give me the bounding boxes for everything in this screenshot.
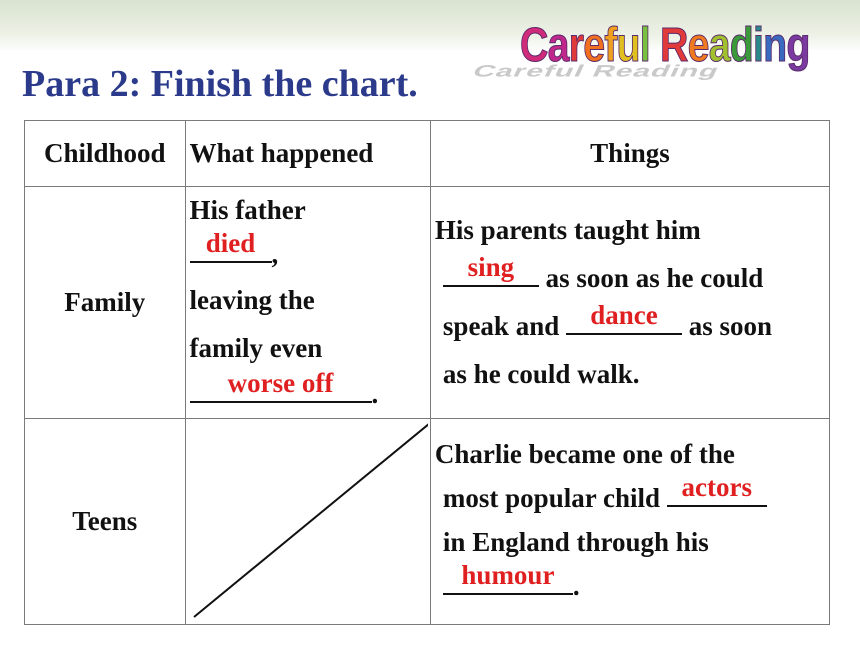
family-happened-line1: His father xyxy=(189,195,306,225)
banner-letter: n xyxy=(763,19,787,72)
blank-actors xyxy=(667,472,767,507)
comma: , xyxy=(271,239,279,269)
banner-letter: l xyxy=(639,19,650,72)
things-text: as soon xyxy=(681,311,773,341)
teens-things-line1: Charlie became one of the xyxy=(434,439,735,469)
blank-died xyxy=(190,228,272,263)
banner-letter: e xyxy=(583,19,605,72)
banner-letter: u xyxy=(616,19,640,72)
things-text: as soon as he could xyxy=(538,263,764,293)
chart-table xyxy=(24,120,830,625)
table-row-teens xyxy=(25,419,830,625)
things-text: most popular child xyxy=(442,483,667,513)
period: . xyxy=(371,379,379,409)
table-row-family xyxy=(25,187,830,419)
family-things-line4: as he could walk. xyxy=(442,359,640,389)
banner-letter: R xyxy=(660,19,688,72)
family-what-happened-cell xyxy=(185,187,430,419)
banner-letter: d xyxy=(729,19,754,72)
teens-things-line4 xyxy=(443,560,580,602)
row-label-teens: Teens xyxy=(25,419,186,625)
page-title: Para 2: Finish the chart. xyxy=(22,63,418,105)
answer-sing: sing xyxy=(467,252,515,282)
teens-what-happened-cell xyxy=(185,419,430,625)
answer-actors: actors xyxy=(681,472,752,502)
banner-letter: e xyxy=(687,19,709,72)
banner-letter xyxy=(650,18,660,73)
banner-letter: i xyxy=(753,19,764,72)
diagonal-strike-line xyxy=(186,419,428,625)
banner-letter: f xyxy=(604,19,617,72)
family-happened-line3: leaving the xyxy=(189,285,315,315)
blank-humour xyxy=(443,560,573,595)
teens-things-cell xyxy=(430,419,829,625)
teens-things-line2 xyxy=(442,472,767,514)
answer-dance: dance xyxy=(590,300,658,330)
banner-letter: a xyxy=(547,19,569,72)
header-things: Things xyxy=(430,121,829,187)
family-happened-line2 xyxy=(190,228,279,270)
family-things-cell xyxy=(430,187,829,419)
answer-worse-off: worse off xyxy=(227,368,334,398)
banner-letter: a xyxy=(708,19,730,72)
careful-reading-banner xyxy=(520,18,810,73)
family-things-line2 xyxy=(443,252,764,294)
things-text: speak and xyxy=(442,311,566,341)
header-what-happened: What happened xyxy=(185,121,430,187)
header-row xyxy=(25,121,830,187)
banner-letter: r xyxy=(568,19,584,72)
banner-letter: g xyxy=(786,19,810,72)
family-happened-line4: family even xyxy=(189,333,323,363)
answer-humour: humour xyxy=(461,560,555,590)
family-happened-line5 xyxy=(190,368,379,410)
answer-died: died xyxy=(205,228,256,258)
blank-sing xyxy=(443,252,539,287)
header-childhood: Childhood xyxy=(25,121,186,187)
blank-dance xyxy=(566,300,682,335)
period: . xyxy=(572,571,580,601)
row-label-family: Family xyxy=(25,187,186,419)
blank-worse-off xyxy=(190,368,372,403)
family-things-line1: His parents taught him xyxy=(434,215,701,245)
family-things-line3 xyxy=(442,300,773,342)
banner-shadow: Careful Reading xyxy=(469,62,724,81)
banner-letter: C xyxy=(520,19,548,72)
teens-things-line3: in England through his xyxy=(442,527,709,557)
